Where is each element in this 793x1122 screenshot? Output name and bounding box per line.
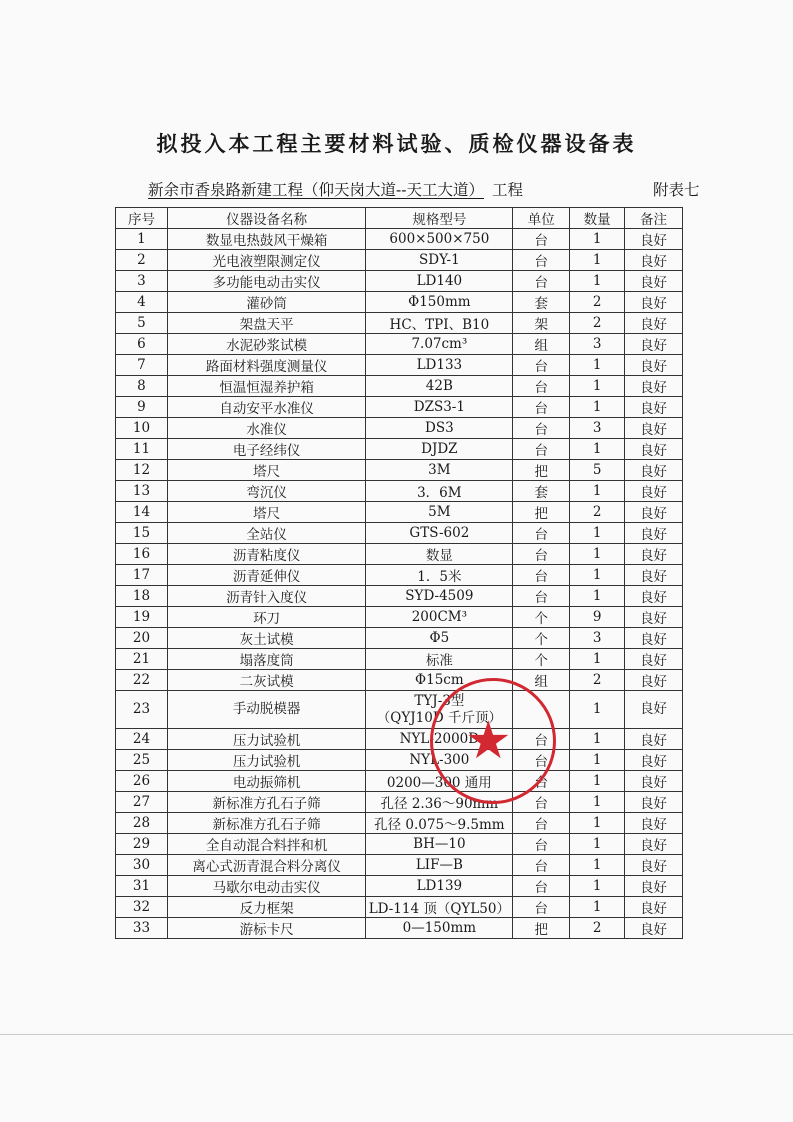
cell-note: 良好 bbox=[625, 502, 683, 523]
cell-qty: 1 bbox=[570, 271, 625, 292]
cell-note: 良好 bbox=[625, 628, 683, 649]
header-note: 备注 bbox=[625, 208, 683, 229]
cell-spec-line2: （QYJ10D 千斤顶） bbox=[376, 709, 502, 726]
cell-note: 良好 bbox=[625, 750, 683, 771]
header-no: 序号 bbox=[116, 208, 168, 229]
cell-unit: 台 bbox=[513, 897, 570, 918]
table-row bbox=[116, 897, 683, 918]
cell-no: 13 bbox=[116, 481, 168, 502]
cell-spec: LD-114 顶（QYL50） bbox=[366, 897, 513, 918]
cell-unit: 台 bbox=[513, 771, 570, 792]
cell-qty: 1 bbox=[570, 649, 625, 670]
cell-name: 电子经纬仪 bbox=[167, 439, 366, 460]
cell-note: 良好 bbox=[625, 792, 683, 813]
cell-spec: LD139 bbox=[366, 876, 513, 897]
cell-name: 灌砂筒 bbox=[167, 292, 366, 313]
cell-note: 良好 bbox=[625, 418, 683, 439]
cell-unit: 个 bbox=[513, 628, 570, 649]
cell-note: 良好 bbox=[625, 313, 683, 334]
cell-note: 良好 bbox=[625, 481, 683, 502]
cell-name: 恒温恒湿养护箱 bbox=[167, 376, 366, 397]
cell-no: 8 bbox=[116, 376, 168, 397]
cell-unit: 台 bbox=[513, 250, 570, 271]
cell-unit: 套 bbox=[513, 292, 570, 313]
table-row bbox=[116, 628, 683, 649]
table-row bbox=[116, 792, 683, 813]
table-row bbox=[116, 670, 683, 691]
cell-qty: 1 bbox=[570, 355, 625, 376]
cell-spec: 7.07cm³ bbox=[366, 334, 513, 355]
cell-no: 19 bbox=[116, 607, 168, 628]
cell-name: 路面材料强度测量仪 bbox=[167, 355, 366, 376]
cell-no: 10 bbox=[116, 418, 168, 439]
cell-note: 良好 bbox=[625, 334, 683, 355]
table-row bbox=[116, 649, 683, 670]
cell-note: 良好 bbox=[625, 813, 683, 834]
cell-name: 水准仪 bbox=[167, 418, 366, 439]
cell-spec: NYL-2000D bbox=[366, 729, 513, 750]
cell-qty: 3 bbox=[570, 418, 625, 439]
cell-qty: 1 bbox=[570, 834, 625, 855]
cell-spec: Φ15cm bbox=[366, 670, 513, 691]
cell-unit: 台 bbox=[513, 750, 570, 771]
cell-spec: SYD-4509 bbox=[366, 586, 513, 607]
cell-name: 数显电热鼓风干燥箱 bbox=[167, 229, 366, 250]
cell-no: 32 bbox=[116, 897, 168, 918]
cell-unit: 台 bbox=[513, 271, 570, 292]
cell-unit: 套 bbox=[513, 481, 570, 502]
cell-unit: 台 bbox=[513, 792, 570, 813]
table-row bbox=[116, 523, 683, 544]
cell-spec: Φ5 bbox=[366, 628, 513, 649]
cell-no: 29 bbox=[116, 834, 168, 855]
cell-unit: 台 bbox=[513, 729, 570, 750]
cell-qty: 1 bbox=[570, 397, 625, 418]
cell-no: 25 bbox=[116, 750, 168, 771]
cell-qty: 1 bbox=[570, 586, 625, 607]
cell-no: 24 bbox=[116, 729, 168, 750]
cell-name: 全站仪 bbox=[167, 523, 366, 544]
project-line bbox=[148, 178, 748, 200]
cell-qty: 1 bbox=[570, 855, 625, 876]
cell-spec: DJDZ bbox=[366, 439, 513, 460]
cell-no: 16 bbox=[116, 544, 168, 565]
cell-note: 良好 bbox=[625, 691, 683, 729]
cell-no: 28 bbox=[116, 813, 168, 834]
cell-spec bbox=[366, 691, 513, 729]
cell-spec: LD140 bbox=[366, 271, 513, 292]
cell-name: 沥青针入度仪 bbox=[167, 586, 366, 607]
cell-unit: 台 bbox=[513, 586, 570, 607]
cell-spec: LIF—B bbox=[366, 855, 513, 876]
cell-name: 新标准方孔石子筛 bbox=[167, 813, 366, 834]
cell-qty: 1 bbox=[570, 523, 625, 544]
cell-no: 20 bbox=[116, 628, 168, 649]
table-row bbox=[116, 439, 683, 460]
cell-note: 良好 bbox=[625, 565, 683, 586]
cell-note: 良好 bbox=[625, 897, 683, 918]
cell-no: 12 bbox=[116, 460, 168, 481]
cell-spec: 3M bbox=[366, 460, 513, 481]
cell-no: 22 bbox=[116, 670, 168, 691]
cell-name: 自动安平水准仪 bbox=[167, 397, 366, 418]
cell-qty: 1 bbox=[570, 376, 625, 397]
table-row bbox=[116, 481, 683, 502]
cell-name: 环刀 bbox=[167, 607, 366, 628]
cell-name: 弯沉仪 bbox=[167, 481, 366, 502]
cell-note: 良好 bbox=[625, 670, 683, 691]
cell-qty: 1 bbox=[570, 792, 625, 813]
cell-spec: GTS-602 bbox=[366, 523, 513, 544]
cell-unit: 架 bbox=[513, 313, 570, 334]
cell-qty: 1 bbox=[570, 813, 625, 834]
table-row bbox=[116, 813, 683, 834]
cell-unit: 组 bbox=[513, 670, 570, 691]
cell-spec: 5M bbox=[366, 502, 513, 523]
cell-spec: 数显 bbox=[366, 544, 513, 565]
header-unit: 单位 bbox=[513, 208, 570, 229]
cell-unit: 台 bbox=[513, 855, 570, 876]
cell-qty: 1 bbox=[570, 439, 625, 460]
cell-note: 良好 bbox=[625, 544, 683, 565]
cell-note: 良好 bbox=[625, 229, 683, 250]
cell-no: 18 bbox=[116, 586, 168, 607]
cell-qty: 1 bbox=[570, 544, 625, 565]
seal-star-icon: ★ bbox=[465, 711, 512, 771]
cell-qty: 1 bbox=[570, 897, 625, 918]
cell-unit bbox=[513, 691, 570, 729]
cell-no: 17 bbox=[116, 565, 168, 586]
cell-note: 良好 bbox=[625, 292, 683, 313]
cell-unit: 个 bbox=[513, 607, 570, 628]
cell-note: 良好 bbox=[625, 355, 683, 376]
cell-spec: NYL-300 bbox=[366, 750, 513, 771]
table-row bbox=[116, 834, 683, 855]
cell-name: 光电液塑限测定仪 bbox=[167, 250, 366, 271]
table-row bbox=[116, 729, 683, 750]
cell-spec: 3．6M bbox=[366, 481, 513, 502]
cell-unit: 台 bbox=[513, 813, 570, 834]
cell-name: 离心式沥青混合料分离仪 bbox=[167, 855, 366, 876]
cell-unit: 台 bbox=[513, 229, 570, 250]
table-row bbox=[116, 691, 683, 729]
equipment-table bbox=[115, 207, 683, 939]
cell-spec: 200CM³ bbox=[366, 607, 513, 628]
cell-spec: BH—10 bbox=[366, 834, 513, 855]
table-row bbox=[116, 750, 683, 771]
table-body bbox=[116, 229, 683, 939]
cell-spec: HC、TPI、B10 bbox=[366, 313, 513, 334]
cell-spec: DZS3-1 bbox=[366, 397, 513, 418]
cell-name: 沥青延伸仪 bbox=[167, 565, 366, 586]
cell-no: 27 bbox=[116, 792, 168, 813]
cell-note: 良好 bbox=[625, 729, 683, 750]
cell-spec: LD133 bbox=[366, 355, 513, 376]
cell-unit: 台 bbox=[513, 418, 570, 439]
cell-qty: 2 bbox=[570, 502, 625, 523]
cell-qty: 2 bbox=[570, 918, 625, 939]
cell-spec: 孔径 2.36～90mm bbox=[366, 792, 513, 813]
cell-unit: 台 bbox=[513, 834, 570, 855]
cell-unit: 台 bbox=[513, 565, 570, 586]
cell-name: 全自动混合料拌和机 bbox=[167, 834, 366, 855]
cell-spec: SDY-1 bbox=[366, 250, 513, 271]
table-row bbox=[116, 771, 683, 792]
cell-no: 6 bbox=[116, 334, 168, 355]
table-row bbox=[116, 376, 683, 397]
cell-no: 2 bbox=[116, 250, 168, 271]
cell-unit: 个 bbox=[513, 649, 570, 670]
cell-qty: 2 bbox=[570, 313, 625, 334]
cell-name: 水泥砂浆试模 bbox=[167, 334, 366, 355]
cell-unit: 组 bbox=[513, 334, 570, 355]
table-row bbox=[116, 460, 683, 481]
cell-unit: 把 bbox=[513, 460, 570, 481]
cell-unit: 把 bbox=[513, 918, 570, 939]
cell-qty: 9 bbox=[570, 607, 625, 628]
project-name: 新余市香泉路新建工程（仰天岗大道--天工大道） bbox=[148, 181, 484, 199]
cell-name: 二灰试模 bbox=[167, 670, 366, 691]
cell-note: 良好 bbox=[625, 250, 683, 271]
cell-no: 30 bbox=[116, 855, 168, 876]
cell-name: 塔尺 bbox=[167, 460, 366, 481]
cell-spec: 1．5米 bbox=[366, 565, 513, 586]
project-suffix: 工程 bbox=[491, 181, 523, 199]
cell-qty: 1 bbox=[570, 876, 625, 897]
cell-no: 4 bbox=[116, 292, 168, 313]
cell-note: 良好 bbox=[625, 876, 683, 897]
cell-qty: 5 bbox=[570, 460, 625, 481]
cell-qty: 1 bbox=[570, 565, 625, 586]
cell-name: 压力试验机 bbox=[167, 750, 366, 771]
table-row bbox=[116, 565, 683, 586]
header-qty: 数量 bbox=[570, 208, 625, 229]
cell-qty: 1 bbox=[570, 691, 625, 729]
cell-spec: 0—150mm bbox=[366, 918, 513, 939]
cell-no: 21 bbox=[116, 649, 168, 670]
cell-name: 沥青粘度仪 bbox=[167, 544, 366, 565]
table-row bbox=[116, 607, 683, 628]
cell-unit: 台 bbox=[513, 876, 570, 897]
cell-note: 良好 bbox=[625, 271, 683, 292]
cell-note: 良好 bbox=[625, 460, 683, 481]
table-row bbox=[116, 334, 683, 355]
cell-qty: 2 bbox=[570, 670, 625, 691]
cell-no: 23 bbox=[116, 691, 168, 729]
cell-qty: 1 bbox=[570, 729, 625, 750]
cell-name: 游标卡尺 bbox=[167, 918, 366, 939]
cell-name: 新标准方孔石子筛 bbox=[167, 792, 366, 813]
cell-name: 马歇尔电动击实仪 bbox=[167, 876, 366, 897]
cell-name: 手动脱模器 bbox=[167, 691, 366, 729]
header-spec: 规格型号 bbox=[366, 208, 513, 229]
cell-name: 架盘天平 bbox=[167, 313, 366, 334]
cell-note: 良好 bbox=[625, 834, 683, 855]
table-row bbox=[116, 271, 683, 292]
cell-note: 良好 bbox=[625, 649, 683, 670]
cell-qty: 1 bbox=[570, 750, 625, 771]
table-row bbox=[116, 292, 683, 313]
cell-qty: 1 bbox=[570, 250, 625, 271]
cell-no: 14 bbox=[116, 502, 168, 523]
cell-name: 塔尺 bbox=[167, 502, 366, 523]
table-header-row bbox=[116, 208, 683, 229]
scan-edge-line bbox=[0, 1034, 793, 1035]
cell-unit: 台 bbox=[513, 355, 570, 376]
cell-no: 26 bbox=[116, 771, 168, 792]
table-row bbox=[116, 313, 683, 334]
cell-spec: Φ150mm bbox=[366, 292, 513, 313]
cell-spec: 标准 bbox=[366, 649, 513, 670]
cell-no: 5 bbox=[116, 313, 168, 334]
cell-name: 电动振筛机 bbox=[167, 771, 366, 792]
document-title: 拟投入本工程主要材料试验、质检仪器设备表 bbox=[156, 131, 637, 156]
cell-spec: 孔径 0.075～9.5mm bbox=[366, 813, 513, 834]
cell-qty: 1 bbox=[570, 771, 625, 792]
table-row bbox=[116, 502, 683, 523]
cell-spec: 0200—300 通用 bbox=[366, 771, 513, 792]
cell-note: 良好 bbox=[625, 771, 683, 792]
cell-qty: 3 bbox=[570, 334, 625, 355]
cell-no: 11 bbox=[116, 439, 168, 460]
cell-note: 良好 bbox=[625, 586, 683, 607]
cell-note: 良好 bbox=[625, 523, 683, 544]
cell-qty: 1 bbox=[570, 481, 625, 502]
cell-unit: 台 bbox=[513, 523, 570, 544]
cell-qty: 2 bbox=[570, 292, 625, 313]
table-row bbox=[116, 250, 683, 271]
table-row bbox=[116, 586, 683, 607]
table-row bbox=[116, 397, 683, 418]
table-row bbox=[116, 229, 683, 250]
table-row bbox=[116, 544, 683, 565]
cell-no: 31 bbox=[116, 876, 168, 897]
cell-no: 15 bbox=[116, 523, 168, 544]
header-name: 仪器设备名称 bbox=[167, 208, 366, 229]
cell-spec: 42B bbox=[366, 376, 513, 397]
table-row bbox=[116, 918, 683, 939]
cell-note: 良好 bbox=[625, 376, 683, 397]
table-row bbox=[116, 876, 683, 897]
cell-name: 灰土试模 bbox=[167, 628, 366, 649]
cell-unit: 把 bbox=[513, 502, 570, 523]
cell-no: 9 bbox=[116, 397, 168, 418]
cell-spec: DS3 bbox=[366, 418, 513, 439]
table-row bbox=[116, 418, 683, 439]
cell-note: 良好 bbox=[625, 918, 683, 939]
cell-unit: 台 bbox=[513, 397, 570, 418]
cell-qty: 1 bbox=[570, 229, 625, 250]
cell-no: 1 bbox=[116, 229, 168, 250]
cell-unit: 台 bbox=[513, 376, 570, 397]
table-row bbox=[116, 855, 683, 876]
cell-unit: 台 bbox=[513, 439, 570, 460]
attachment-label: 附表七 bbox=[653, 181, 700, 199]
cell-no: 3 bbox=[116, 271, 168, 292]
cell-no: 33 bbox=[116, 918, 168, 939]
cell-note: 良好 bbox=[625, 607, 683, 628]
cell-name: 多功能电动击实仪 bbox=[167, 271, 366, 292]
cell-spec: 600×500×750 bbox=[366, 229, 513, 250]
cell-note: 良好 bbox=[625, 439, 683, 460]
cell-name: 反力框架 bbox=[167, 897, 366, 918]
cell-unit: 台 bbox=[513, 544, 570, 565]
cell-name: 压力试验机 bbox=[167, 729, 366, 750]
cell-spec-line1: TYJ-3型 bbox=[414, 692, 465, 709]
cell-no: 7 bbox=[116, 355, 168, 376]
cell-name: 塌落度筒 bbox=[167, 649, 366, 670]
table-row bbox=[116, 355, 683, 376]
cell-note: 良好 bbox=[625, 397, 683, 418]
cell-qty: 3 bbox=[570, 628, 625, 649]
cell-note: 良好 bbox=[625, 855, 683, 876]
